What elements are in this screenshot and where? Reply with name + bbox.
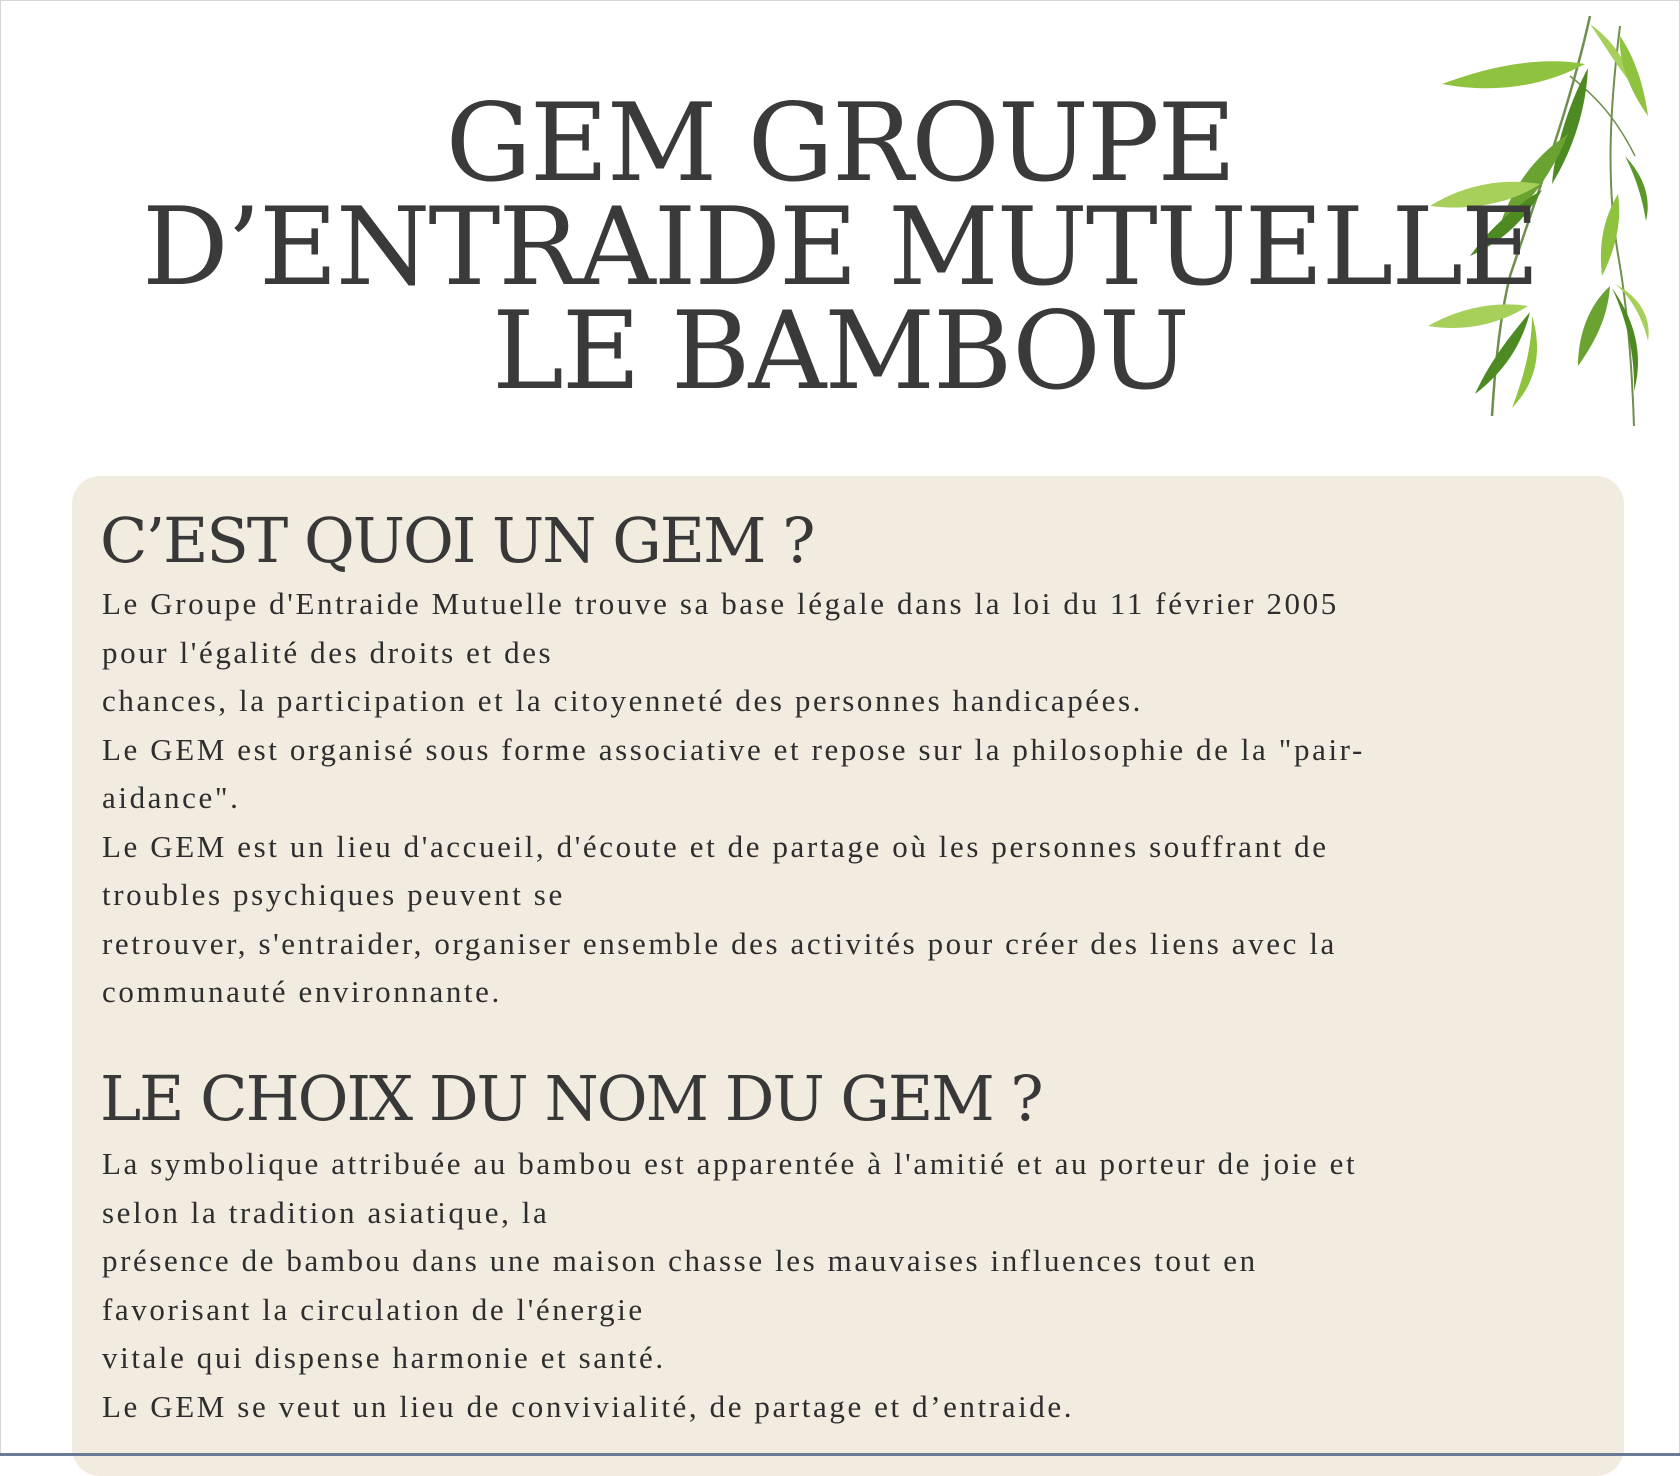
body-line: Le GEM est organisé sous forme associative et repose sur la philosophie de la "pair- [102,731,1365,767]
body-line: Le Groupe d'Entraide Mutuelle trouve sa base légale dans la loi du 11 février 2005 [102,586,1339,621]
body-line: vitale qui dispense harmonie et santé. [102,1340,666,1375]
section-body-name-choice [102,1140,1612,1431]
body-line: présence de bambou dans une maison chasse les mauvaises influences tout en [102,1243,1258,1278]
title-line-2: D’ENTRAIDE MUTUELLE [142,185,1538,310]
section-body-what-is-gem [102,580,1612,1017]
body-line: pour l'égalité des droits et des [102,634,554,670]
section-heading-name-choice: LE CHOIX DU NOM DU GEM ? [100,1062,1042,1135]
title-line-1: GEM GROUPE [445,81,1235,206]
content-card [72,476,1624,1476]
body-line: favorisant la circulation de l'énergie [102,1291,645,1327]
body-line: troubles psychiques peuvent se [102,877,565,912]
body-line: selon la tradition asiatique, la [102,1194,550,1230]
body-line: La symbolique attribuée au bambou est apparentée à l'amitié et au porteur de joie et [102,1146,1358,1181]
body-line: aidance". [102,780,241,815]
body-line: communauté environnante. [102,974,502,1009]
body-line: retrouver, s'entraider, organiser ensemble des activités pour créer des liens avec la [102,925,1337,961]
title-line-3: LE BAMBOU [492,289,1188,414]
body-line: Le GEM se veut un lieu de convivialité, de partage et d’entraide. [102,1388,1075,1424]
page-title [0,81,1680,414]
body-line: Le GEM est un lieu d'accueil, d'écoute et de partage où les personnes souffrant de [102,828,1329,864]
body-line: chances, la participation et la citoyenneté des personnes handicapées. [102,683,1144,718]
section-heading-what-is-gem: C’EST QUOI UN GEM ? [100,504,814,577]
